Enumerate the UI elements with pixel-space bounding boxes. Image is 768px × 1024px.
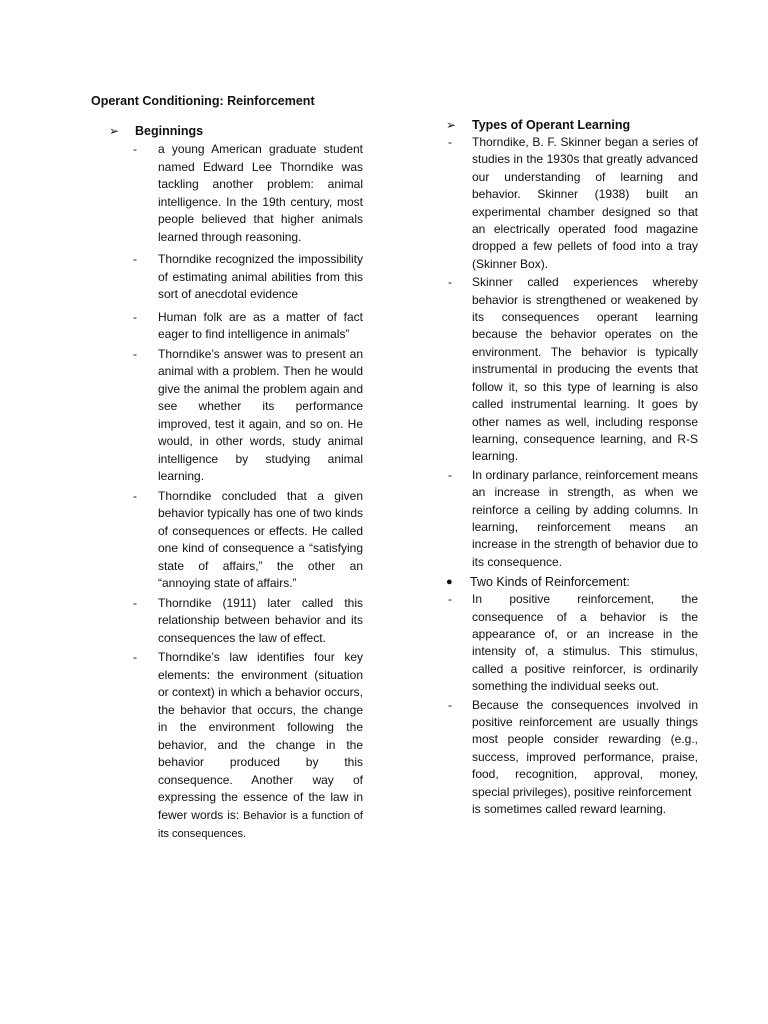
section-heading-label: Beginnings [135, 123, 204, 138]
list-item-tail: Behavior is a function of its consequences. [158, 809, 363, 840]
dash-bullet: - [133, 650, 137, 664]
list-item [446, 134, 698, 273]
dash-bullet: - [448, 697, 452, 712]
dash-bullet: - [133, 309, 137, 324]
subheading-two-kinds [446, 573, 698, 590]
list-item-text: Thorndike’s law identifies four key elements: the environment (situation or context) in which a behavior occurs, the behavior that occurs, the change in the environment following the behavior, and the change in the behavior produced by this consequence. Another way of expressing the essence of the law in fewer words is: [158, 650, 363, 822]
list-item-text: Thorndike concluded that a given behavior typically has one of two kinds of consequences or effects. He called one kind of consequence a “satisfying state of affairs,” the other an “annoying state of affairs.” [158, 488, 363, 590]
dash-bullet: - [448, 592, 452, 607]
left-column [109, 122, 363, 844]
dash-bullet: - [448, 275, 452, 290]
list-item [446, 274, 698, 465]
dash-bullet: - [133, 488, 137, 503]
list-item [109, 595, 363, 648]
dash-bullet: - [133, 252, 137, 266]
list-item [446, 697, 698, 801]
arrow-bullet-icon: ➢ [109, 123, 120, 138]
reinforcement-list [446, 591, 698, 801]
dash-bullet: - [133, 595, 137, 610]
beginnings-list [109, 141, 363, 844]
dash-bullet: - [133, 346, 137, 361]
page-title: Operant Conditioning: Reinforcement [91, 94, 315, 108]
list-item-text: Because the consequences involved in positive reinforcement are usually things most people consider rewarding (e.g., success, improved performance, praise, food, recognition, approval, money, special privileges), positive reinforcement [472, 697, 698, 799]
right-column [446, 116, 698, 818]
list-item [446, 591, 698, 695]
list-item [109, 346, 363, 486]
list-item-text: Human folk are as a matter of fact eager to find intelligence in animals” [158, 309, 363, 341]
section-heading-label: Types of Operant Learning [472, 117, 631, 132]
closing-line: is sometimes called reward learning. [472, 802, 667, 817]
list-item-text: Thorndike, B. F. Skinner began a series of studies in the 1930s that greatly advanced our understanding of learning and behavior. Skinner (1938) built an experimental chamber designed so that an electrically operated food magazine dropped a few pellets of food into a tray (Skinner Box). [472, 135, 698, 271]
dot-bullet-icon: ● [446, 575, 453, 588]
list-item [109, 649, 363, 844]
section-heading-beginnings [109, 122, 363, 139]
list-item [109, 309, 363, 344]
list-item-text: In positive reinforcement, the consequence of a behavior is the appearance of, or an increase in the intensity of, a stimulus. This stimulus, called a positive reinforcer, is ordinarily something the individual seeks out. [472, 592, 698, 694]
list-item [109, 251, 363, 304]
section-heading-types [446, 116, 698, 133]
arrow-bullet-icon: ➢ [446, 117, 457, 132]
types-list [446, 134, 698, 571]
list-item [109, 141, 363, 246]
list-item [446, 467, 698, 571]
dash-bullet: - [133, 142, 137, 156]
subheading-label: Two Kinds of Reinforcement: [470, 574, 630, 589]
list-item-text: Skinner called experiences whereby behavior is strengthened or weakened by its consequences operant learning because the behavior operates on the environment. The behavior is typically instrumental in producing the events that follow it, so this type of learning is also called instrumental learning. It goes by other names as well, including response learning, consequence learning, and R-S learning. [472, 275, 698, 464]
list-item-text: Thorndike recognized the impossibility of estimating animal abilities from this sort of anecdotal evidence [158, 252, 363, 301]
list-item-text: a young American graduate student named Edward Lee Thorndike was tackling another problem: animal intelligence. In the 19th century, most people believed that higher animals learned through reasoning. [158, 142, 363, 244]
list-item [109, 488, 363, 593]
dash-bullet: - [448, 467, 452, 482]
dash-bullet: - [448, 135, 452, 149]
list-item-text: In ordinary parlance, reinforcement means an increase in strength, as when we reinforce a ceiling by adding columns. In learning, reinforcement means an increase in the strength of behavior due to its consequence. [472, 467, 698, 569]
list-item-text: Thorndike (1911) later called this relationship between behavior and its consequences the law of effect. [158, 595, 363, 645]
list-item-text: Thorndike’s answer was to present an animal with a problem. Then he would give the animal the problem again and see whether its performance improved, test it again, and so on. He would, in other words, study animal intelligence by studying animal learning. [158, 346, 363, 483]
